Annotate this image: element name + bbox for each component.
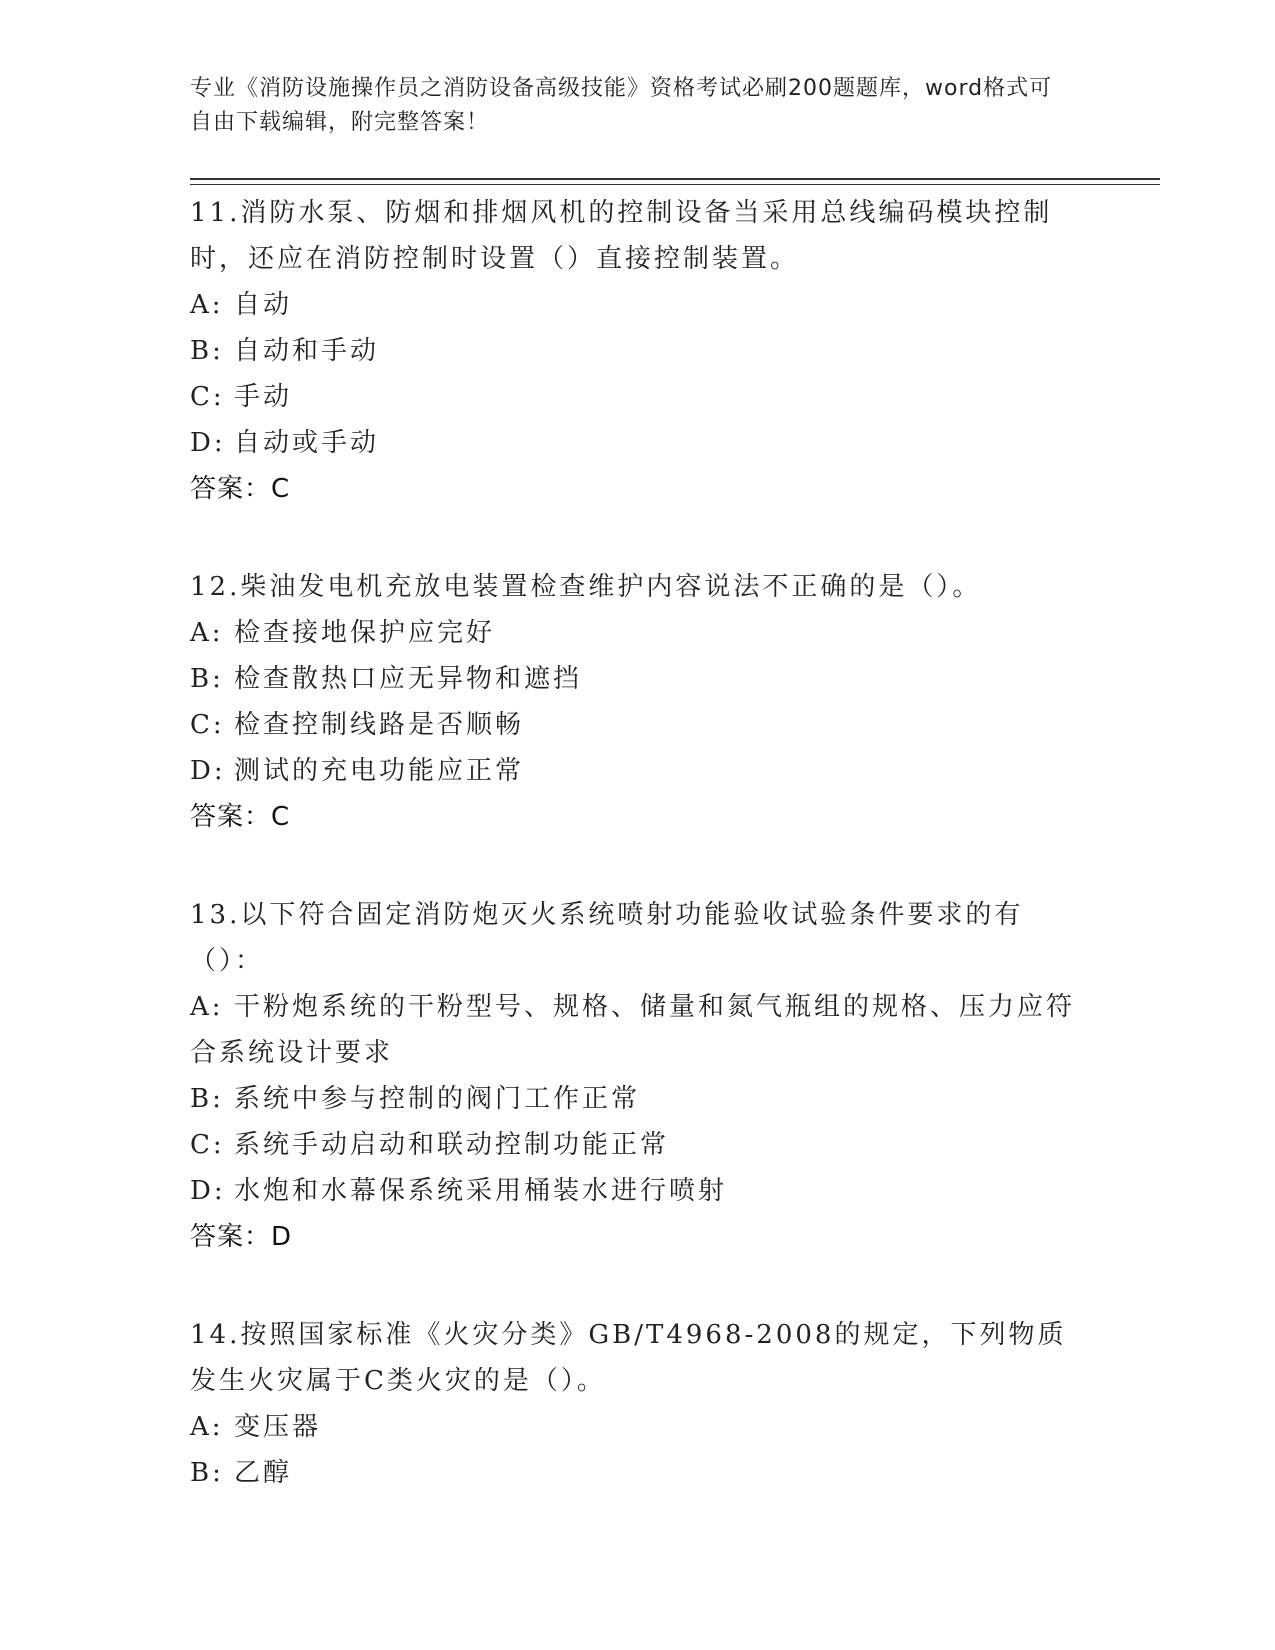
question-item-12 (190, 564, 1090, 840)
option-d (190, 420, 1090, 466)
option-a (190, 610, 1090, 656)
option-text: 检查接地保护应完好 (234, 618, 496, 648)
option-b (190, 328, 1090, 374)
option-b (190, 1076, 1090, 1122)
option-letter: A: (190, 992, 224, 1022)
question-item-11 (190, 190, 1090, 512)
option-letter: A: (190, 618, 224, 648)
option-text: 检查控制线路是否顺畅 (234, 710, 525, 740)
option-text: 自动 (234, 290, 293, 320)
option-b (190, 656, 1090, 702)
option-letter: B: (190, 664, 224, 694)
option-letter: C: (190, 710, 225, 740)
option-text: 乙醇 (234, 1458, 293, 1488)
option-letter: B: (190, 1084, 224, 1114)
option-c (190, 374, 1090, 420)
question-stem: 12.柴油发电机充放电装置检查维护内容说法不正确的是（）。 (190, 572, 982, 602)
option-letter: C: (190, 382, 225, 412)
question-item-13 (190, 892, 1090, 1260)
option-letter: A: (190, 1412, 224, 1442)
option-a (190, 984, 1090, 1076)
option-letter: B: (190, 1458, 224, 1488)
option-text: 自动或手动 (234, 428, 380, 458)
option-letter: B: (190, 336, 224, 366)
answer-line: 答案：D (190, 1222, 293, 1252)
document-header: 专业《消防设施操作员之消防设备高级技能》资格考试必刷200题题库，word格式可自由下载编辑，附完整答案！ (190, 76, 1053, 135)
question-stem: 11.消防水泵、防烟和排烟风机的控制设备当采用总线编码模块控制时，还应在消防控制时设置（）直接控制装置。 (190, 198, 1053, 274)
option-text: 系统手动启动和联动控制功能正常 (234, 1130, 670, 1160)
question-stem: 13.以下符合固定消防炮灭火系统喷射功能验收试验条件要求的有（）： (190, 900, 1024, 976)
option-text: 检查散热口应无异物和遮挡 (234, 664, 583, 694)
option-text: 水炮和水幕保系统采用桶装水进行喷射 (234, 1176, 728, 1206)
option-a (190, 1404, 1090, 1450)
option-text: 测试的充电功能应正常 (234, 756, 525, 786)
option-text: 自动和手动 (234, 336, 380, 366)
question-stem: 14.按照国家标准《火灾分类》GB/T4968-2008的规定，下列物质发生火灾属于C类火灾的是（）。 (190, 1320, 1067, 1396)
option-c (190, 1122, 1090, 1168)
option-letter: D: (190, 756, 226, 786)
answer-line: 答案：C (190, 802, 291, 832)
question-item-14 (190, 1312, 1090, 1496)
option-letter: C: (190, 1130, 225, 1160)
option-d (190, 748, 1090, 794)
option-letter: D: (190, 428, 226, 458)
option-b (190, 1450, 1090, 1496)
option-text: 变压器 (234, 1412, 322, 1442)
option-text: 干粉炮系统的干粉型号、规格、储量和氮气瓶组的规格、压力应符合系统设计要求 (190, 992, 1076, 1068)
option-d (190, 1168, 1090, 1214)
option-letter: A: (190, 290, 224, 320)
option-text: 系统中参与控制的阀门工作正常 (234, 1084, 641, 1114)
answer-line: 答案：C (190, 474, 291, 504)
header-divider (190, 178, 1160, 180)
option-text: 手动 (234, 382, 293, 412)
option-a (190, 282, 1090, 328)
option-c (190, 702, 1090, 748)
header-divider-thin (190, 184, 1160, 185)
option-letter: D: (190, 1176, 226, 1206)
question-list (190, 190, 1090, 1548)
